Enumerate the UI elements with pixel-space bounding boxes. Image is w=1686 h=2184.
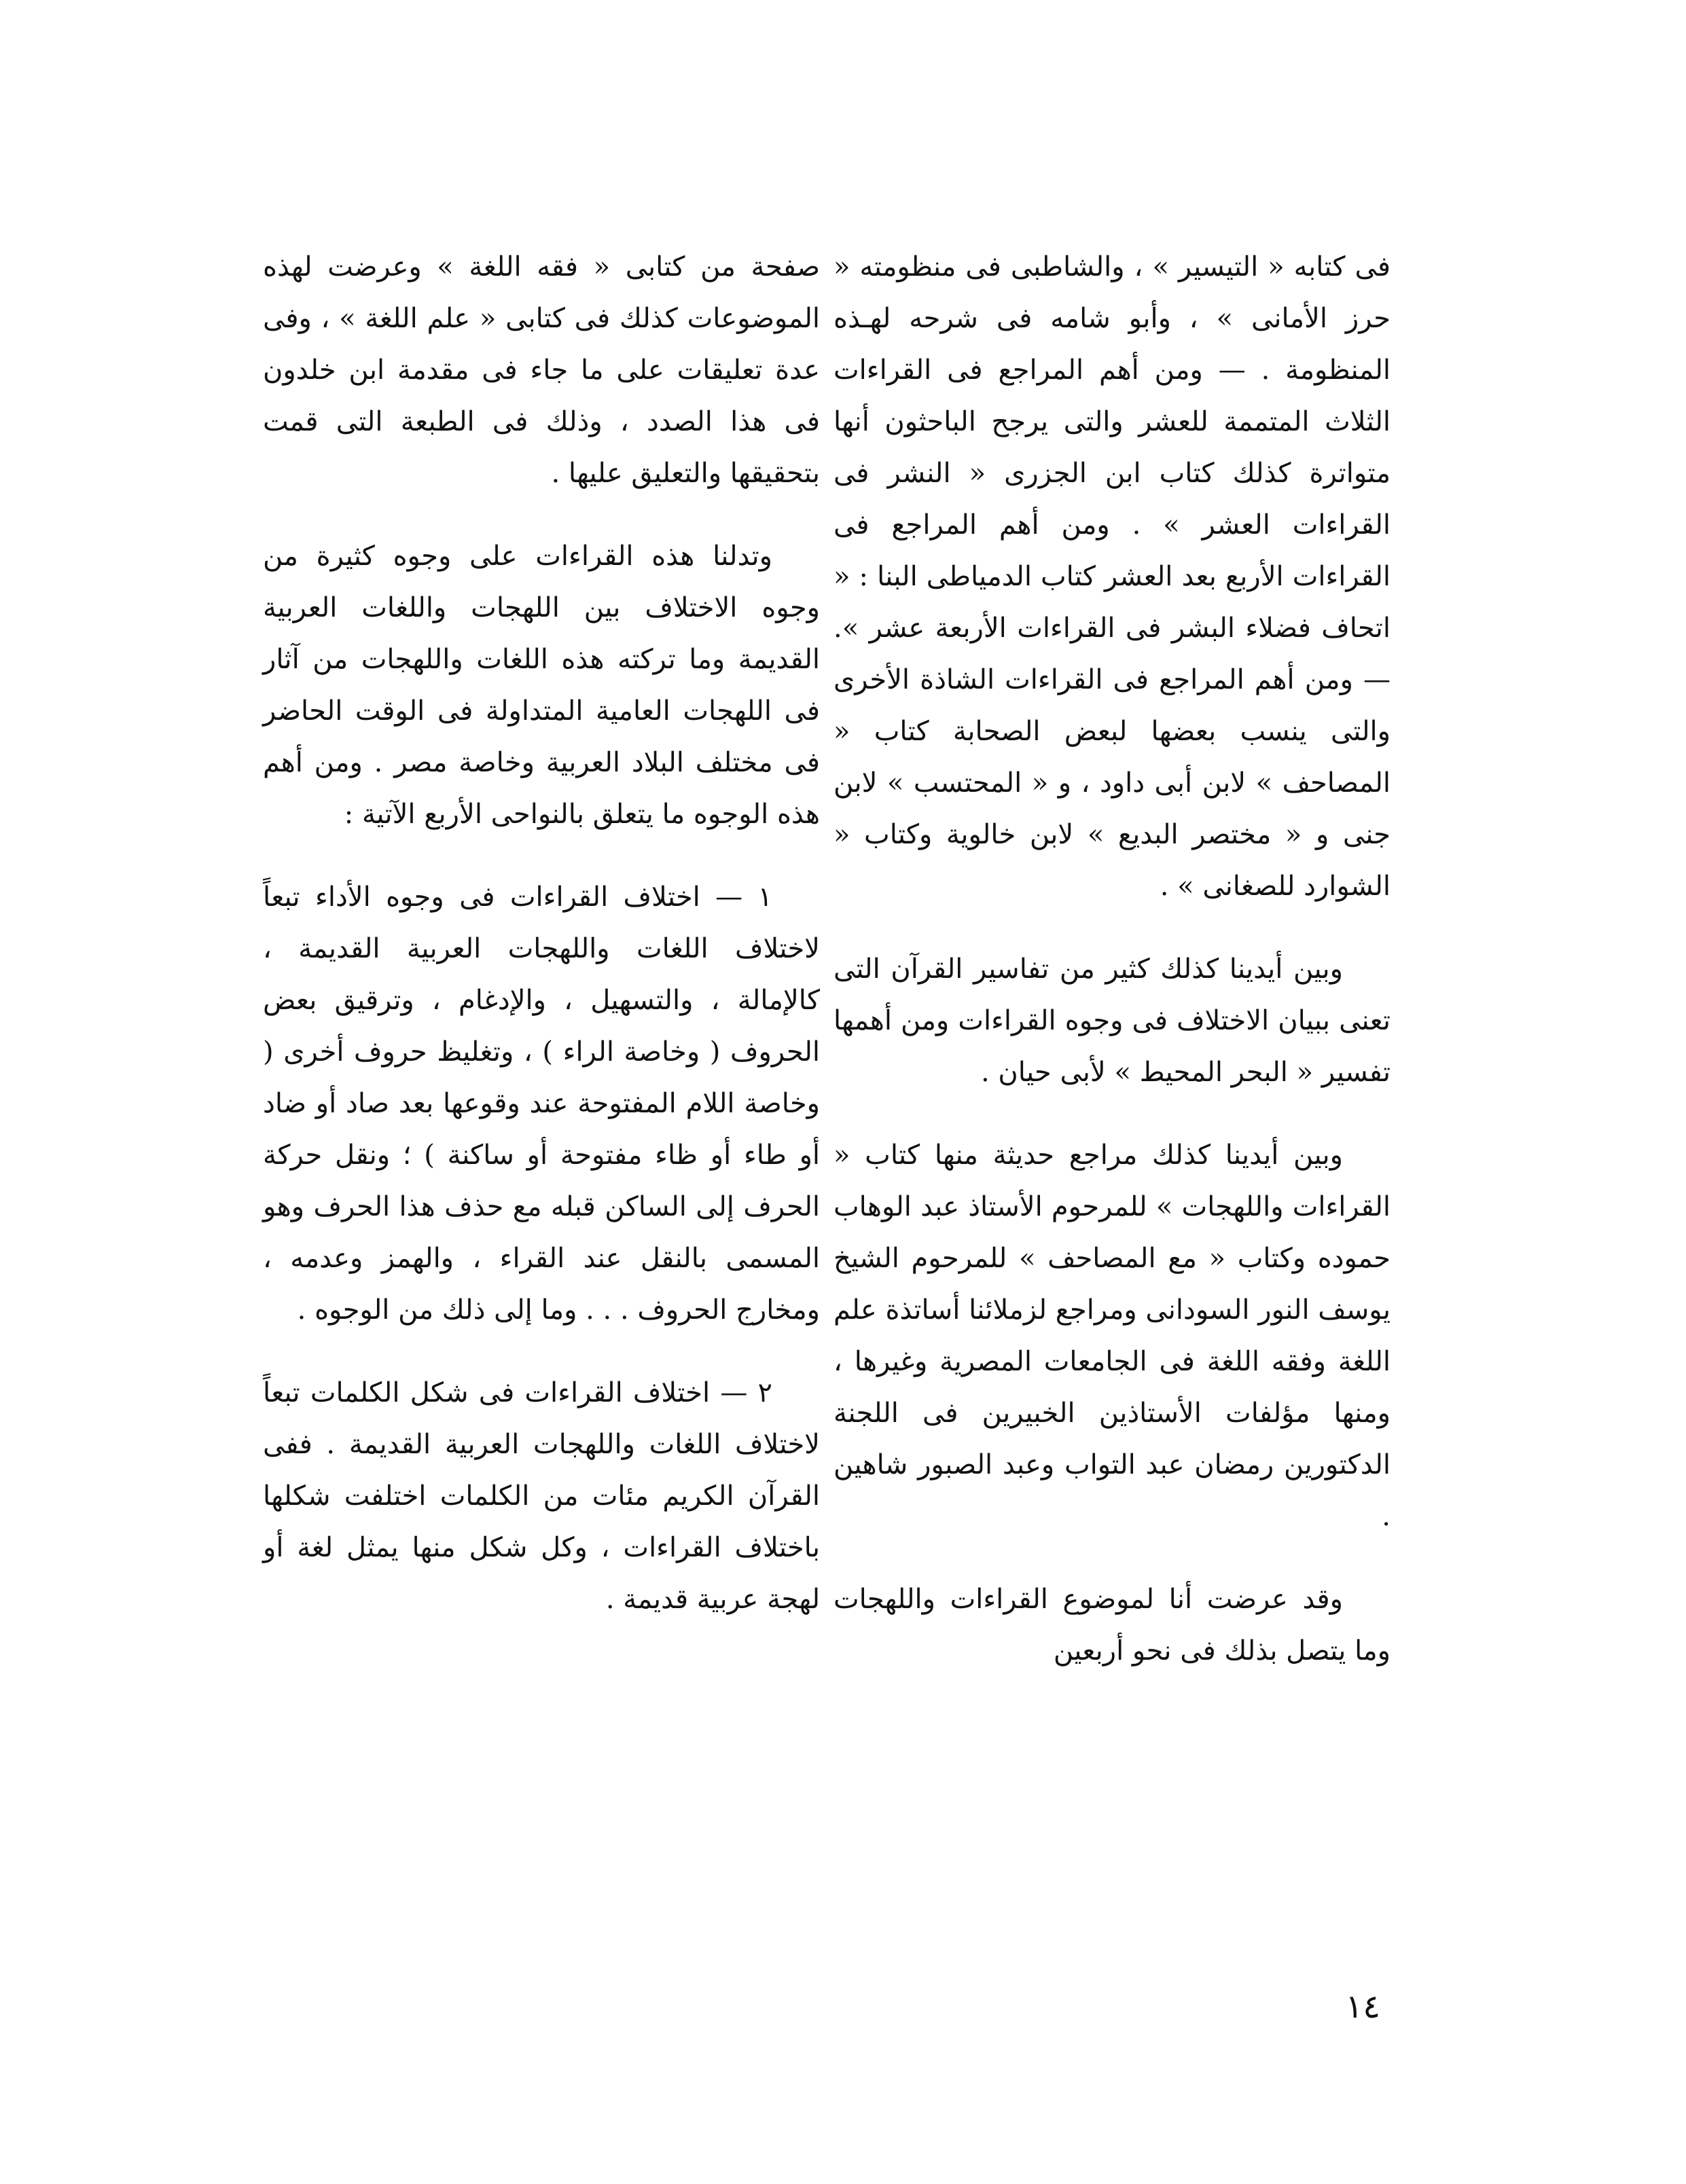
paragraph-right-2: وبين أيدينا كذلك كثير من تفاسير القرآن التى تعنى ببيان الاختلاف فى وجوه القراءات ومن أهمها تفسير « البحر المحيط » لأبى حيان . [833, 953, 1391, 1088]
paragraph-right-3: وبين أيدينا كذلك مراجع حديثة منها كتاب « القراءات واللهجات » للمرحوم الأستاذ عبد الوهاب حموده وكتاب « مع المصاحف » للمرحوم الشيخ يوسف النور السودانى ومراجع لزملائنا أساتذة علم اللغة وفقه اللغة فى الجامعات المصرية وغيرها ، ومنها مؤلفات الأستاذين الخبيرين فى اللجنة الدكتورين رمضان عبد التواب وعبد الصبور شاهين . [833, 1140, 1391, 1532]
right-column [833, 241, 1391, 1708]
left-column [263, 241, 820, 1656]
paragraph-left-4: ٢ — اختلاف القراءات فى شكل الكلمات تبعاً لاختلاف اللغات واللهجات العربية القديمة . ففى القرآن الكريم مئات من الكلمات اختلفت شكلها باختلاف القراءات ، وكل شكل منها يمثل لغة أو لهجة عربية قديمة . [263, 1377, 820, 1615]
paragraph-right-1: فى كتابه « التيسير » ، والشاطبى فى منظومته « حرز الأمانى » ، وأبو شامه فى شرحه لهـذه المنظومة . — ومن أهم المراجع فى القراءات الثلاث المتممة للعشر والتى يرجح الباحثون أنها متواترة كذلك كتاب ابن الجزرى « النشر فى القراءات العشر » . ومن أهم المراجع فى القراءات الأربع بعد العشر كتاب الدمياطى البنا : « اتحاف فضلاء البشر فى القراءات الأربعة عشر ». — ومن أهم المراجع فى القراءات الشاذة الأخرى والتى ينسب بعضها لبعض الصحابة كتاب « المصاحف » لابن أبى داود ، و « المحتسب » لابن جنى و « مختصر البديع » لابن خالوية وكتاب « الشوارد للصغانى » . [833, 251, 1391, 902]
paragraph-right-4: وقد عرضت أنا لموضوع القراءات واللهجات وما يتصل بذلك فى نحو أربعين [833, 1584, 1391, 1667]
page-number: ١٤ [1345, 1988, 1380, 2026]
paragraph-left-2: وتدلنا هذه القراءات على وجوه كثيرة من وجوه الاختلاف بين اللهجات واللغات العربية القديمة وما تركته هذه اللغات واللهجات من آثار فى اللهجات العامية المتداولة فى الوقت الحاضر فى مختلف البلاد العربية وخاصة مصر . ومن أهم هذه الوجوه ما يتعلق بالنواحى الأربع الآتية : [263, 541, 820, 830]
paragraph-left-3: ١ — اختلاف القراءات فى وجوه الأداء تبعاً لاختلاف اللغات واللهجات العربية القديمة ، كالإمالة ، والتسهيل ، والإدغام ، وترقيق بعض الحروف ( وخاصة الراء ) ، وتغليظ حروف أخرى ( وخاصة اللام المفتوحة عند وقوعها بعد صاد أو ضاد أو طاء أو ظاء مفتوحة أو ساكنة ) ؛ ونقل حركة الحرف إلى الساكن قبله مع حذف هذا الحرف وهو المسمى بالنقل عند القراء ، والهمز وعدمه ، ومخارج الحروف . . . وما إلى ذلك من الوجوه . [263, 881, 820, 1326]
paragraph-left-1: صفحة من كتابى « فقه اللغة » وعرضت لهذه الموضوعات كذلك فى كتابى « علم اللغة » ، وفى عدة تعليقات على ما جاء فى مقدمة ابن خلدون فى هذا الصدد ، وذلك فى الطبعة التى قمت بتحقيقها والتعليق عليها . [263, 251, 820, 489]
